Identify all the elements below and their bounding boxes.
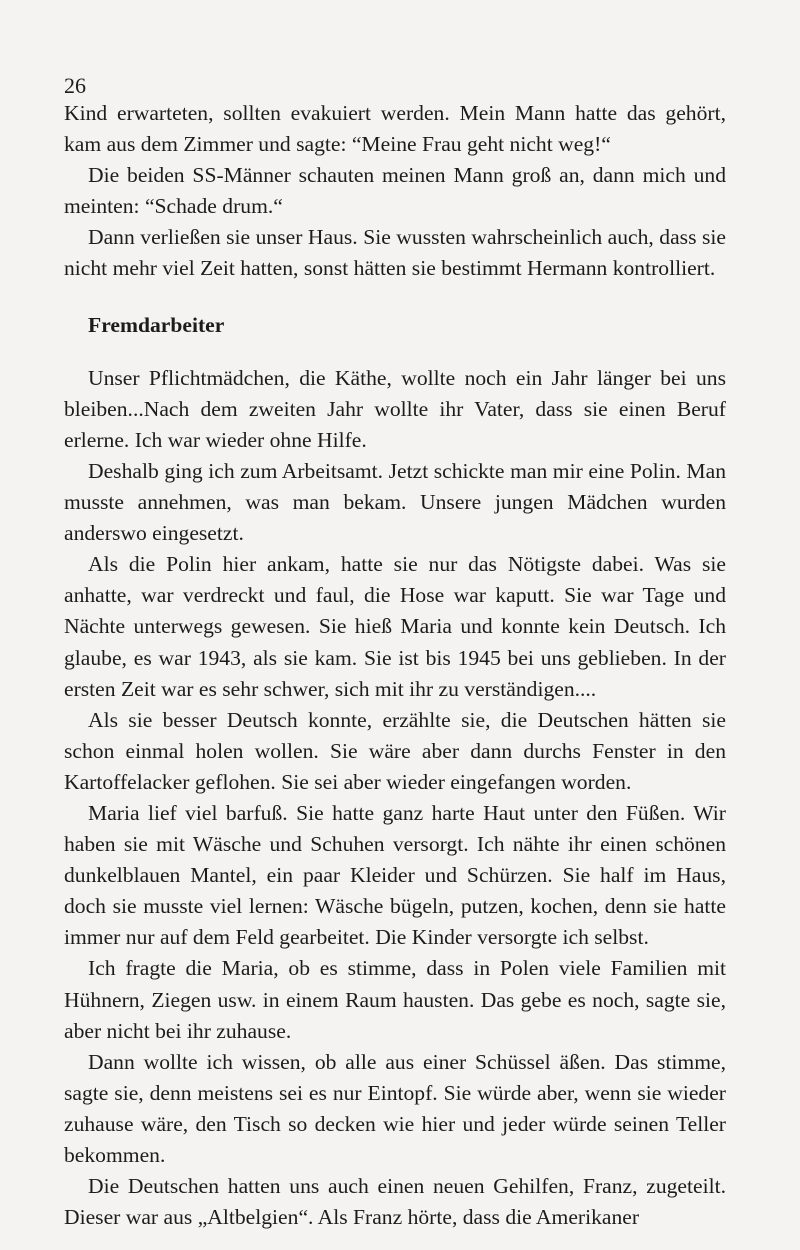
body-text — [64, 98, 726, 1233]
paragraph-continued: Kind erwarteten, sollten evakuiert werden. Mein Mann hatte das gehört, kam aus dem Zimmer und sagte: “Meine Frau geht nicht weg!“ — [64, 101, 726, 157]
paragraph: Die Deutschen hatten uns auch einen neuen Gehilfen, Franz, zugeteilt. Dieser war aus „Altbelgien“. Als Franz hörte, dass die Amerikaner — [64, 1174, 726, 1230]
page-number: 26 — [64, 73, 86, 98]
paragraph: Dann wollte ich wissen, ob alle aus einer Schüssel äßen. Das stimme, sagte sie, denn meistens sei es nur Eintopf. Sie würde aber, wenn sie wieder zuhause wäre, den Tisch so decken wie hier und jeder würde seinen Teller bekommen. — [64, 1049, 726, 1167]
paragraph: Dann verließen sie unser Haus. Sie wussten wahrscheinlich auch, dass sie nicht mehr viel Zeit hatten, sonst hätten sie bestimmt Hermann kontrolliert. — [64, 225, 726, 281]
paragraph: Maria lief viel barfuß. Sie hatte ganz harte Haut unter den Füßen. Wir haben sie mit Wäsche und Schuhen versorgt. Ich nähte ihr einen schönen dunkelblauen Mantel, ein paar Kleider und Schürzen. Sie half im Haus, doch sie musste viel lernen: Wäsche bügeln, putzen, kochen, denn sie hatte immer nur auf dem Feld gearbeitet. Die Kinder versorgte ich selbst. — [64, 800, 726, 950]
section-heading: Fremdarbeiter — [88, 312, 225, 337]
paragraph: Ich fragte die Maria, ob es stimme, dass in Polen viele Familien mit Hühnern, Ziegen usw. in einem Raum hausten. Das gebe es noch, sagte sie, aber nicht bei ihr zuhause. — [64, 956, 726, 1043]
paragraph: Unser Pflichtmädchen, die Käthe, wollte noch ein Jahr länger bei uns bleiben...Nach dem zweiten Jahr wollte ihr Vater, dass sie einen Beruf erlerne. Ich war wieder ohne Hilfe. — [64, 365, 726, 452]
paragraph: Als die Polin hier ankam, hatte sie nur das Nötigste dabei. Was sie anhatte, war verdreckt und faul, die Hose war kaputt. Sie war Tage und Nächte unterwegs gewesen. Sie hieß Maria und konnte kein Deutsch. Ich glaube, es war 1943, als sie kam. Sie ist bis 1945 bei uns geblieben. In der ersten Zeit war es sehr schwer, sich mit ihr zu verständigen.... — [64, 552, 726, 701]
paragraph: Die beiden SS-Männer schauten meinen Mann groß an, dann mich und meinten: “Schade drum.“ — [64, 163, 726, 219]
paragraph: Als sie besser Deutsch konnte, erzählte sie, die Deutschen hätten sie schon einmal holen wollen. Sie wäre aber dann durchs Fenster in den Kartoffelacker geflohen. Sie sei aber wieder eingefangen worden. — [64, 707, 726, 794]
paragraph: Deshalb ging ich zum Arbeitsamt. Jetzt schickte man mir eine Polin. Man musste annehmen, was man bekam. Unsere jungen Mädchen wurden anderswo eingesetzt. — [64, 458, 726, 546]
